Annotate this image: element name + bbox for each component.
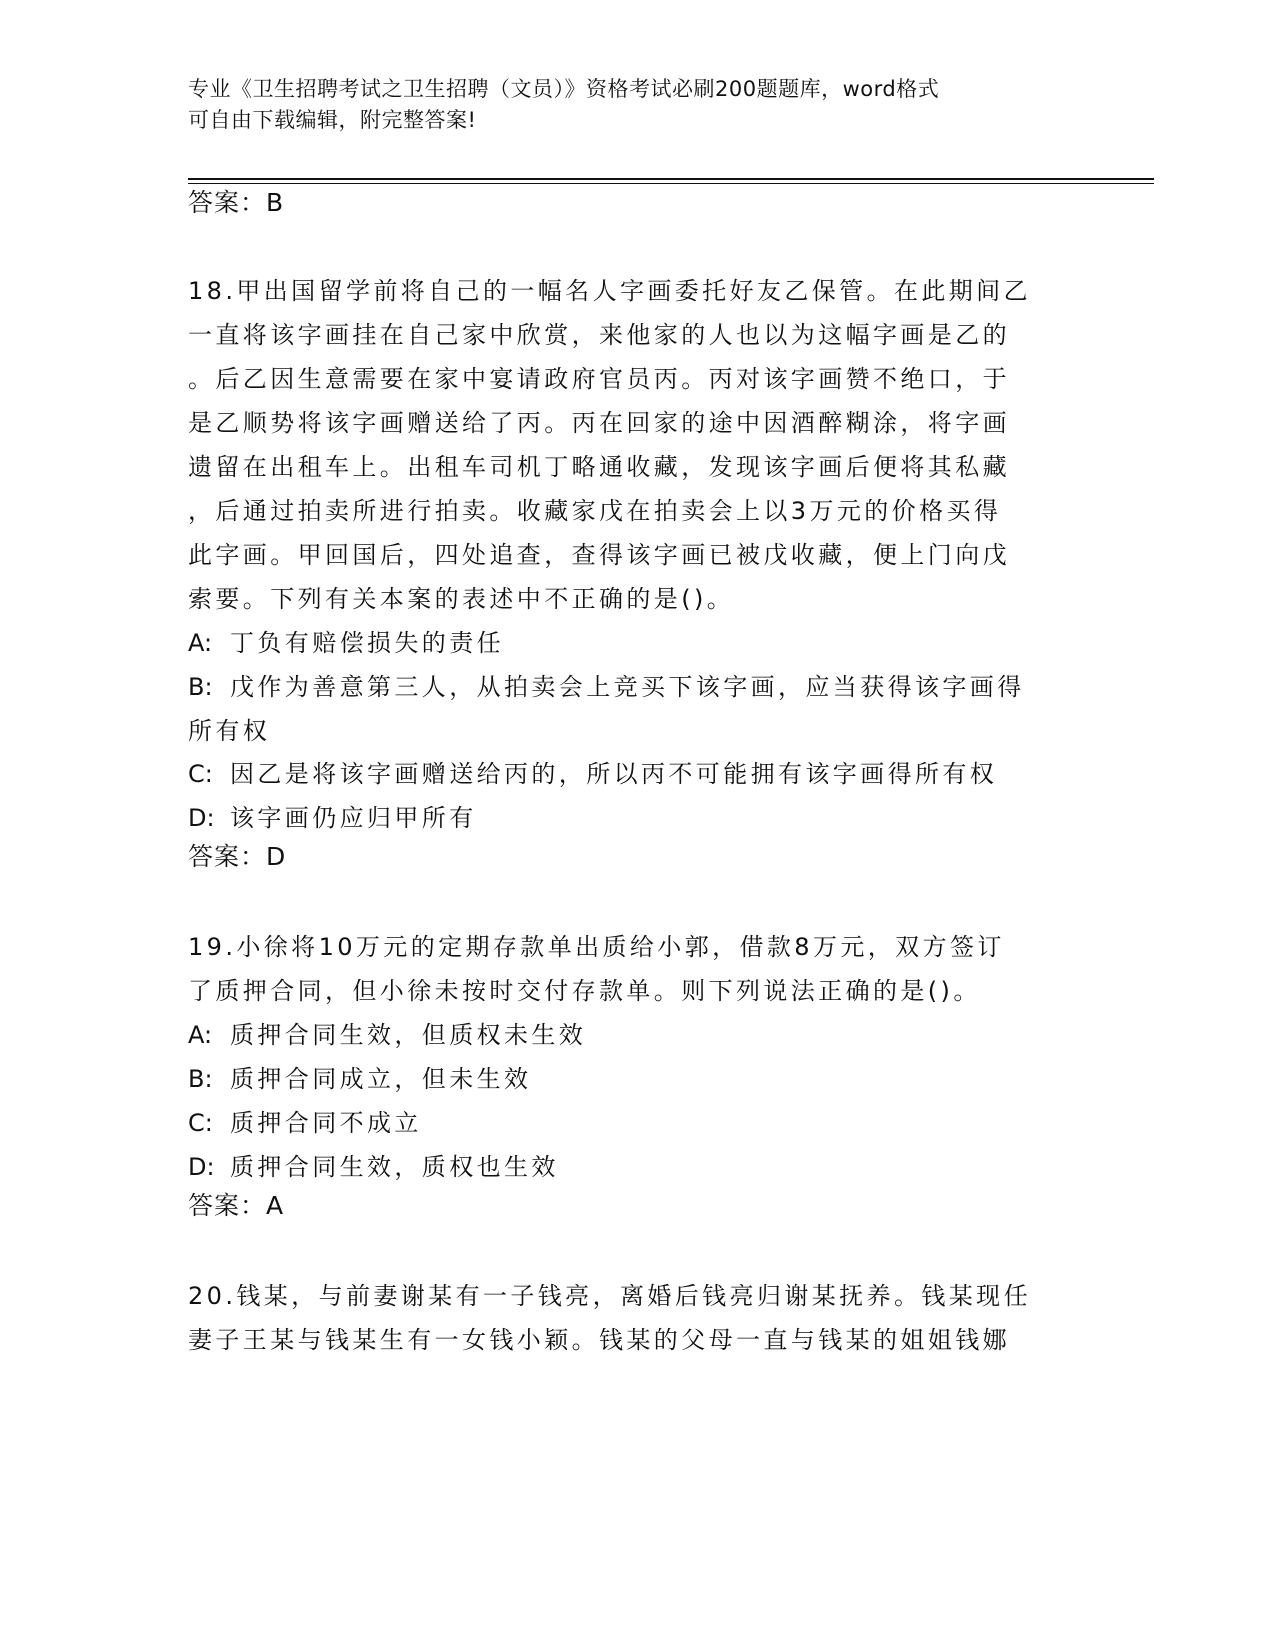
- option-letter: D:: [188, 804, 215, 832]
- header-line-1: 专业《卫生招聘考试之卫生招聘（文员）》资格考试必刷200题题库，word格式: [188, 77, 940, 101]
- q18-line-6: ，后通过拍卖所进行拍卖。收藏家戊在拍卖会上以3万元的价格买得: [188, 497, 1002, 525]
- q18-option-c: [188, 757, 997, 791]
- q19-option-c: [188, 1106, 422, 1140]
- q20-line-2: 妻子王某与钱某生有一女钱小颖。钱某的父母一直与钱某的姐姐钱娜: [188, 1326, 1010, 1354]
- page-header: [188, 74, 1068, 136]
- header-rule-thin: [188, 183, 1154, 184]
- q18-line-5: 遗留在出租车上。出租车司机丁略通收藏，发现该字画后便将其私藏: [188, 453, 1010, 481]
- q19-line-1: 19.小徐将10万元的定期存款单出质给小郭，借款8万元，双方签订: [188, 933, 1005, 961]
- header-rule-thick: [188, 178, 1154, 180]
- option-text: 因乙是将该字画赠送给丙的，所以丙不可能拥有该字画得所有权: [230, 760, 998, 788]
- option-letter: B:: [188, 673, 213, 701]
- option-text: 戊作为善意第三人，从拍卖会上竞买下该字画，应当获得该字画得: [230, 673, 1025, 701]
- option-text: 质押合同成立，但未生效: [230, 1065, 532, 1093]
- q19-answer: 答案：A: [188, 1191, 285, 1220]
- q18-line-7: 此字画。甲回国后，四处追查，查得该字画已被戊收藏，便上门向戊: [188, 541, 1010, 569]
- answer-prev: 答案：B: [188, 188, 285, 217]
- q19-option-b: [188, 1062, 531, 1096]
- header-line-2: 可自由下载编辑，附完整答案!: [188, 108, 477, 132]
- option-letter: B:: [188, 1065, 213, 1093]
- option-text: 该字画仍应归甲所有: [230, 804, 477, 832]
- option-letter: C:: [188, 760, 213, 788]
- q18-option-d: [188, 801, 477, 835]
- q19-option-a: [188, 1018, 586, 1052]
- q18-option-a: [188, 626, 504, 660]
- option-letter: C:: [188, 1109, 213, 1137]
- option-letter: A:: [188, 1021, 213, 1049]
- q18-line-4: 是乙顺势将该字画赠送给了丙。丙在回家的途中因酒醉糊涂，将字画: [188, 409, 1010, 437]
- q19-line-2: 了质押合同，但小徐未按时交付存款单。则下列说法正确的是()。: [188, 977, 981, 1005]
- option-letter: D:: [188, 1153, 215, 1181]
- q18-option-b: [188, 670, 1025, 704]
- q18-line-3: 。后乙因生意需要在家中宴请政府官员丙。丙对该字画赞不绝口，于: [188, 365, 1010, 393]
- q19-option-d: [188, 1150, 559, 1184]
- q18-line-8: 索要。下列有关本案的表述中不正确的是()。: [188, 585, 735, 613]
- option-text: 丁负有赔偿损失的责任: [230, 629, 504, 657]
- option-text: 质押合同生效，但质权未生效: [230, 1021, 587, 1049]
- q18-option-b-cont: 所有权: [188, 717, 271, 745]
- option-text: 质押合同不成立: [230, 1109, 422, 1137]
- option-letter: A:: [188, 629, 213, 657]
- q18-answer: 答案：D: [188, 842, 287, 871]
- q18-line-1: 18.甲出国留学前将自己的一幅名人字画委托好友乙保管。在此期间乙: [188, 277, 1031, 305]
- q18-line-2: 一直将该字画挂在自己家中欣赏，来他家的人也以为这幅字画是乙的: [188, 321, 1010, 349]
- option-text: 质押合同生效，质权也生效: [230, 1153, 559, 1181]
- q20-line-1: 20.钱某，与前妻谢某有一子钱亮，离婚后钱亮归谢某抚养。钱某现任: [188, 1282, 1031, 1310]
